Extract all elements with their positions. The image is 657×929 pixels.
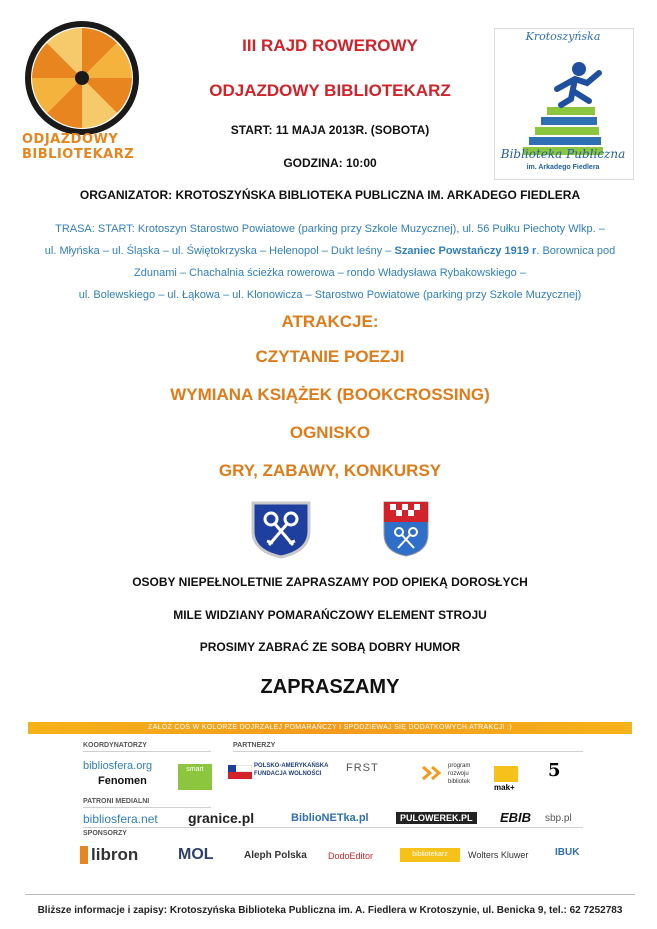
libron-logo: libron (80, 846, 138, 864)
start-date: START: 11 MAJA 2013R. (SOBOTA) (230, 123, 430, 137)
footer-contact: Bliższe informacje i zapisy: Krotoszyńska Biblioteka Publiczna im. A. Fiedlera w Krotoszynie, ul. Benicka 9, tel.: 62 7252783 (37, 905, 623, 916)
bibliotekarz-logo: bibliotekarz (400, 848, 460, 862)
divider (83, 807, 211, 808)
logo-left-text (22, 132, 152, 162)
biblionetka-logo: BiblioNETka.pl (291, 812, 369, 824)
fenomen-logo: Fenomen (98, 775, 147, 787)
route-line-1: TRASA: START: Krotoszyn Starostwo Powiatowe (parking przy Szkole Muzycznej), ul. 56 Pułku Piechoty Wlkp. – (55, 223, 605, 235)
frst-logo: FRST (346, 762, 379, 774)
bibliosfera-org-logo: bibliosfera.org (83, 760, 153, 772)
footer-divider (25, 894, 635, 895)
route-line-4: ul. Bolewskiego – ul. Łąkowa – ul. Klonowicza – Starostwo Powiatowe (parking przy Szkole Muzycznej) (78, 289, 582, 301)
bibliosfera-net-logo: bibliosfera.net (83, 812, 158, 826)
wheel-icon (22, 18, 142, 138)
route-line-2: ul. Młyńska – ul. Śląska – ul. Świętokrzyska – Helenopol – Dukt leśny – Szaniec Powstańczy 1919 r. Borownica pod (44, 245, 616, 257)
event-subtitle: ODJAZDOWY BIBLIOTEKARZ (209, 81, 451, 100)
sponsors-panel (28, 722, 632, 882)
logo-left-line1: ODJAZDOWY (22, 132, 119, 147)
invitation: ZAPRASZAMY (260, 676, 400, 698)
logo-right-name: Biblioteka Publiczna (500, 147, 626, 161)
crest-eagle-keys-icon (382, 500, 430, 558)
logo-right-sub: im. Arkadego Fiedlera (526, 164, 600, 171)
krotoszyn-coat-of-arms (249, 497, 313, 559)
powiat-coat-of-arms (382, 500, 430, 558)
divider (83, 827, 583, 828)
attraction-item: CZYTANIE POEZJI (255, 347, 405, 366)
media-label: PATRONI MEDIALNI (83, 798, 150, 805)
orange-banner: ZAŁÓŻ COŚ W KOLORZE DOJRZAŁEJ POMARAŃCZY I SPODZIEWAJ SIĘ DODATKOWYCH ATRAKCJI :) (28, 722, 632, 734)
5-bibliotek-logo: 5 (548, 760, 561, 781)
mol-logo: MOL (178, 846, 214, 863)
organizer: ORGANIZATOR: KROTOSZYŃSKA BIBLIOTEKA PUBLICZNA IM. ARKADEGO FIEDLERA (79, 188, 581, 202)
attraction-item: GRY, ZABAWY, KONKURSY (218, 461, 442, 480)
sbp-logo: sbp.pl (545, 813, 572, 824)
mak-logo: mak+ (494, 783, 515, 792)
partners-label: PARTNERZY (233, 742, 276, 749)
crest-keys-icon (249, 497, 313, 559)
logo-left-line2: BIBLIOTEKARZ (22, 147, 135, 162)
dodoeditor-logo: DodoEditor (328, 851, 374, 861)
notice-minors: OSOBY NIEPEŁNOLETNIE ZAPRASZAMY POD OPIEKĄ DOROSŁYCH (132, 575, 528, 589)
aleph-logo: Aleph Polska (244, 850, 307, 861)
coordinators-label: KOORDYNATORZY (83, 742, 147, 749)
pawf-flag-icon (228, 765, 252, 779)
ibuk-logo: IBUK (555, 847, 580, 858)
attraction-item: OGNISKO (289, 423, 371, 442)
divider (233, 751, 583, 752)
divider (83, 751, 211, 752)
granice-logo: granice.pl (188, 810, 255, 826)
attraction-item: WYMIANA KSIĄŻEK (BOOKCROSSING) (170, 385, 490, 404)
notice-orange: MILE WIDZIANY POMARAŃCZOWY ELEMENT STROJU (173, 608, 487, 622)
attractions-heading: ATRAKCJE: (281, 312, 379, 331)
route-line-3: Zdunami – Chachalnia ścieżka rowerowa – rondo Władysława Rybakowskiego – (134, 267, 526, 279)
notice-humor: PROSIMY ZABRAĆ ZE SOBĄ DOBRY HUMOR (199, 640, 461, 654)
chevrons-icon (422, 766, 444, 780)
mak-square (494, 766, 518, 782)
pulowerek-logo: PULOWEREK.PL (396, 812, 477, 824)
event-title: III RAJD ROWEROWY (242, 36, 418, 55)
logo-right-top-text: Krotoszyńska (525, 30, 601, 43)
program-rozwoju-logo: program rozwoju bibliotek (448, 763, 471, 785)
wolters-kluwer-logo: Wolters Kluwer (468, 850, 529, 860)
sponsors-label: SPONSORZY (83, 830, 127, 837)
ebib-logo: EBIB (500, 810, 532, 825)
pawf-logo: POLSKO-AMERYKAŃSKA FUNDACJA WOLNOŚCI (254, 763, 329, 777)
smart-logo: smart (178, 764, 212, 790)
route-description (20, 218, 640, 306)
start-hour: GODZINA: 10:00 (283, 156, 377, 170)
